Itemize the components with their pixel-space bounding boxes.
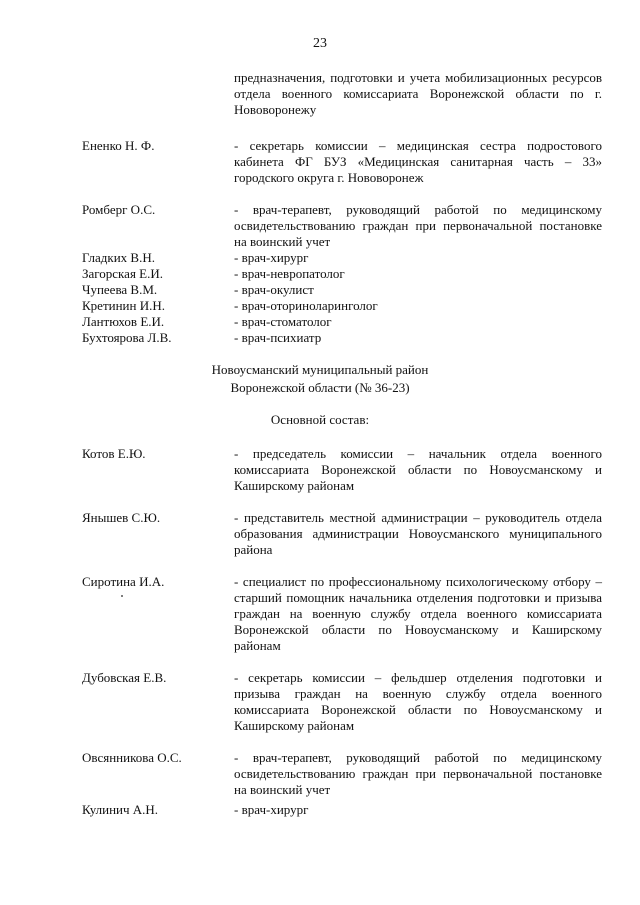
member-name: Дубовская Е.В. [82, 670, 167, 685]
member-name: Кретинин И.Н. [82, 298, 165, 313]
member-name: Овсянникова О.С. [82, 750, 182, 765]
district-title-line1: Новоусманский муниципальный район [211, 362, 429, 377]
member-role: - врач-хирург [234, 250, 309, 265]
member-name: Сиротина И.А. [82, 574, 165, 589]
member-name: Котов Е.Ю. [82, 446, 146, 461]
member-role: - врач-психиатр [234, 330, 322, 345]
member-role: - врач-терапевт, руководящий работой по медицинскому освидетельствованию граждан при первоначальной постановке на воинский учет [234, 750, 602, 797]
member-role: - врач-стоматолог [234, 314, 332, 329]
member-name: Янышев С.Ю. [82, 510, 161, 525]
member-role: - секретарь комиссии – фельдшер отделения подготовки и призыва граждан на военную службу отдела военного комиссариата Воронежской области по Новоусманскому и Каширскому районам [234, 670, 602, 733]
member-name: Гладких В.Н. [82, 250, 155, 265]
member-role: - председатель комиссии – начальник отдела военного комиссариата Воронежской области по Новоусманскому и Каширскому районам [234, 446, 602, 493]
member-name: Кулинич А.Н. [82, 802, 159, 817]
member-name: Бухтоярова Л.В. [82, 330, 172, 345]
intro-continuation: предназначения, подготовки и учета мобилизационных ресурсов отдела военного комиссариата Воронежской области по г. Нововоронежу [234, 70, 602, 117]
member-role: - специалист по профессиональному психологическому отбору – старший помощник начальника отделения подготовки и призыва граждан на военную службу отдела военного комиссариата Воронежской области по Новоусманскому и Каширскому районам [234, 574, 602, 653]
member-role: - секретарь комиссии – медицинская сестра подростового кабинета ФГ БУЗ «Медицинская санитарная часть – 33» городского округа г. Нововоронеж [234, 138, 602, 185]
member-role: - врач-терапевт, руководящий работой по медицинскому освидетельствованию граждан при первоначальной постановке на воинский учет [234, 202, 602, 249]
page-number: 23 [313, 36, 327, 51]
member-name: Загорская Е.И. [82, 266, 164, 281]
district-subtitle: Основной состав: [270, 412, 370, 427]
stray-dot [121, 595, 123, 597]
member-name: Чупеева В.М. [82, 282, 158, 297]
member-role: - врач-оториноларинголог [234, 298, 378, 313]
member-role: - врач-невропатолог [234, 266, 345, 281]
member-name: Ененко Н. Ф. [82, 138, 155, 153]
member-role: - представитель местной администрации – руководитель отдела образования администрации Новоусманского муниципального района [234, 510, 602, 557]
member-name: Ромберг О.С. [82, 202, 156, 217]
member-name: Лантюхов Е.И. [82, 314, 165, 329]
member-role: - врач-окулист [234, 282, 314, 297]
district-title-line2: Воронежской области (№ 36-23) [230, 380, 410, 395]
member-role: - врач-хирург [234, 802, 309, 817]
